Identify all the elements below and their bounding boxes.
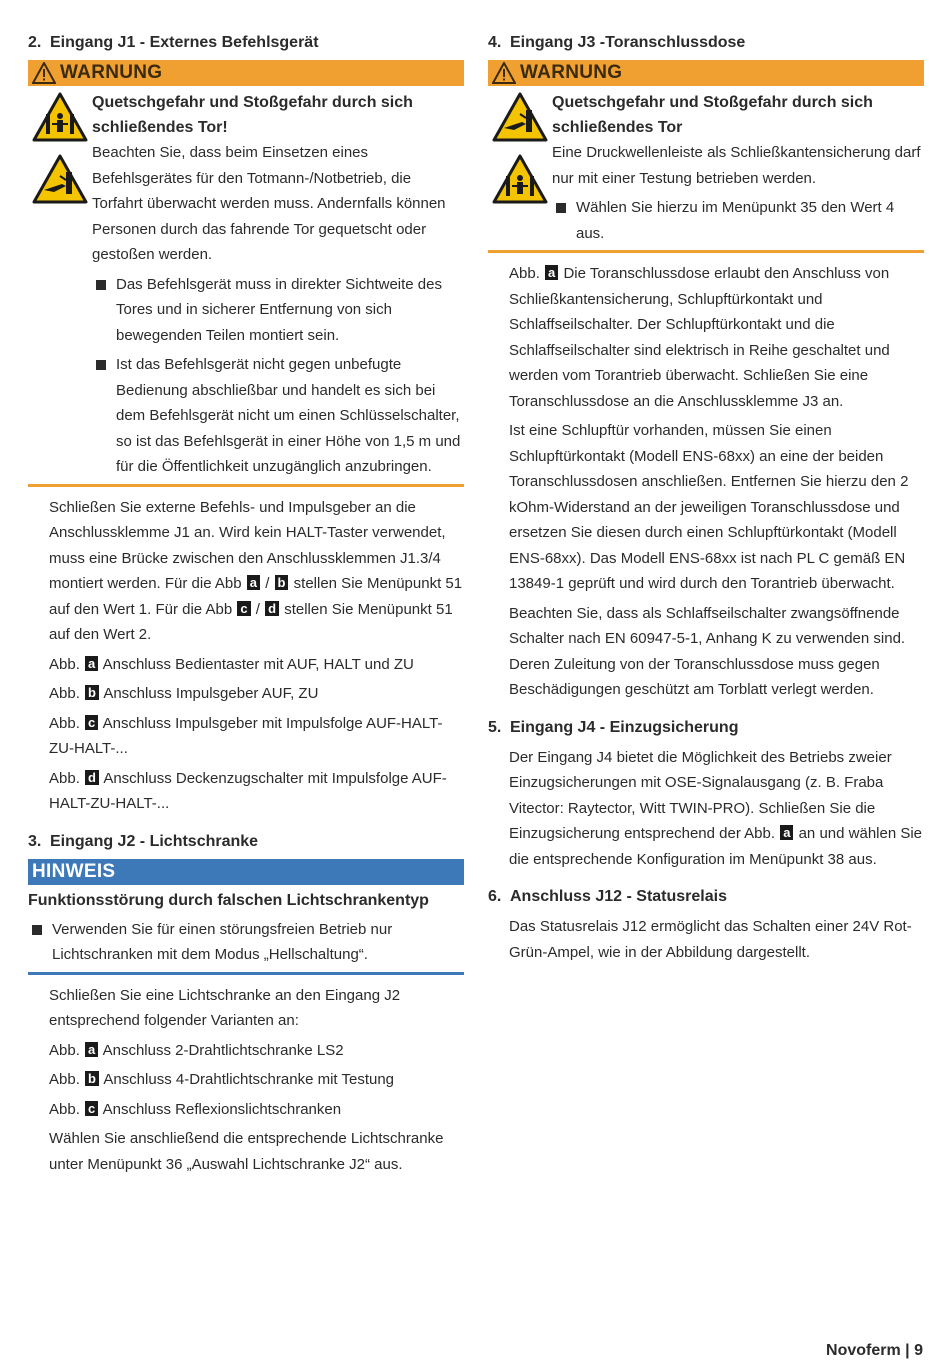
section-heading-j12	[488, 886, 924, 908]
section-title: Eingang J2 - Lichtschranke	[50, 832, 259, 850]
crush-hazard-icon	[492, 154, 548, 204]
warning-bullet-1	[92, 272, 464, 349]
figure-prefix: Abb.	[49, 714, 80, 732]
hazard-icons	[32, 92, 88, 216]
figure-label: a	[85, 1042, 98, 1057]
section-number: 6.	[488, 888, 502, 905]
j12-paragraph: Das Statusrelais J12 ermöglicht das Schalten einer 24V Rot-Grün-Ampel, wie in der Abbildung dargestellt.	[509, 918, 912, 961]
para-text: Die Toranschlussdose erlaubt den Anschluss von Schließkantensicherung, Schlupftürkontakt und Schlaffseilschalter. Der Schlupftürkontakt und die Schlaffseilschalter sind elektrisch in Reihe geschaltet und werden vom Torantrieb überwacht. Schließen Sie eine Toranschlussdose an die Anschlussklemme J3 an.	[509, 265, 890, 410]
j4-paragraph	[509, 745, 924, 873]
figure-label: c	[237, 601, 250, 616]
hand-crush-icon	[32, 154, 88, 204]
figure-label: a	[780, 825, 793, 840]
warning-triangle-icon	[492, 62, 516, 84]
bullet-square-icon	[96, 360, 106, 370]
hint-subtitle: Funktionsstörung durch falschen Lichtschrankentyp	[28, 891, 429, 909]
left-column	[28, 30, 464, 1181]
section-heading-j1	[28, 32, 464, 54]
figure-prefix: Abb.	[49, 769, 80, 787]
warning-bullet	[552, 195, 924, 246]
hint-bullet	[28, 917, 464, 968]
figure-label: b	[275, 575, 289, 590]
figure-prefix: Abb.	[49, 1041, 80, 1059]
crush-hazard-icon	[32, 92, 88, 142]
para-text: an und wählen Sie die entsprechende Konfiguration im Menüpunkt 38 aus.	[509, 825, 923, 868]
figure-prefix: Abb.	[49, 685, 80, 702]
bullet-text: Verwenden Sie für einen störungsfreien Betrieb nur Lichtschranken mit dem Modus „Hellschaltung“.	[52, 920, 393, 963]
figure-label: a	[247, 575, 260, 590]
figure-ref	[49, 652, 464, 678]
warning-box-j1	[28, 60, 464, 487]
footer-separator: |	[905, 1342, 910, 1359]
section-title: Eingang J3 -Toranschlussdose	[510, 34, 746, 51]
warning-bar	[28, 60, 464, 86]
bullet-text: Ist das Befehlsgerät nicht gegen unbefugte Bedienung abschließbar und handelt es sich bei dem Befehlsgerät nicht um einen Schlüsselschalter, so ist das Befehlsgerät in einer Höhe von 1,5 m und für die Öffentlichkeit unzugänglich anzubringen.	[116, 356, 461, 475]
bullet-text: Das Befehlsgerät muss in direkter Sichtweite des Tores und in sicherer Entfernung von sich bewegenden Teilen montiert sein.	[116, 275, 442, 344]
brand-name: Novoferm	[826, 1342, 901, 1359]
figure-text: Anschluss Impulsgeber mit Impulsfolge AUF-HALT-ZU-HALT-...	[49, 714, 443, 757]
figure-prefix: Abb.	[49, 655, 80, 673]
figure-text: Anschluss Reflexionslichtschranken	[102, 1100, 342, 1118]
figure-text: Anschluss Impulsgeber AUF, ZU	[103, 685, 319, 702]
section-heading-j4	[488, 717, 924, 739]
j1-connection-paragraph	[49, 495, 464, 648]
section-title: Eingang J1 - Externes Befehlsgerät	[50, 34, 319, 51]
section-heading-j2	[28, 831, 464, 853]
j3-paragraph-3: Beachten Sie, dass als Schlaffseilschalter zwangsöffnende Schalter nach EN 60947-5-1, Anhang K zu verwenden sind. Deren Zuleitung von der Toranschlussdose muss gegen Beschädigungen geschützt am Torblatt verlegt werden.	[509, 604, 906, 698]
warning-label: WARNUNG	[520, 62, 623, 83]
page-footer	[826, 1342, 923, 1360]
warning-title: Quetschgefahr und Stoßgefahr durch sich schließendes Tor!	[92, 94, 413, 136]
bullet-square-icon	[96, 280, 106, 290]
figure-label: c	[85, 715, 98, 730]
warning-body	[552, 86, 924, 246]
bullet-square-icon	[32, 925, 42, 935]
bullet-square-icon	[556, 203, 566, 213]
figure-label: a	[545, 265, 558, 280]
figure-prefix: Abb.	[49, 1071, 80, 1088]
separator: /	[255, 600, 260, 618]
figure-label: b	[85, 1071, 99, 1086]
hint-bar: HINWEIS	[28, 859, 464, 885]
figure-label: c	[85, 1101, 98, 1116]
j2-closing-paragraph: Wählen Sie anschließend die entsprechende Lichtschranke unter Menüpunkt 36 „Auswahl Lichtschranke J2“ aus.	[49, 1130, 444, 1173]
figure-text: Anschluss Deckenzugschalter mit Impulsfolge AUF-HALT-ZU-HALT-...	[49, 769, 447, 812]
warning-text: Eine Druckwellenleiste als Schließkantensicherung darf nur mit einer Testung betrieben werden.	[552, 144, 921, 187]
warning-title: Quetschgefahr und Stoßgefahr durch sich schließendes Tor	[552, 94, 873, 136]
warning-body	[92, 86, 464, 480]
figure-label: d	[265, 601, 279, 616]
j3-paragraph-2: Ist eine Schlupftür vorhanden, müssen Sie einen Schlupftürkontakt (Modell ENS-68xx) an eine der beiden Toranschlussdosen anschließen. Entfernen Sie hierzu den 2 kOhm-Widerstand an der jeweiligen Toranschlussdose und ersetzen Sie diesen durch einen Schlupftürkontakt (Modell ENS-68xx). Das Modell ENS-68xx ist nach PL C gemäß EN 13849-1 geprüft und wird durch den Torantrieb überwacht.	[509, 422, 909, 592]
para-text: Schließen Sie externe Befehls- und Impulsgeber an die Anschlussklemme J1 an. Wird kein HALT-Taster verwendet, muss eine Brücke zwischen den Anschlussklemmen J1.3/4 montiert werden. Für die Abb	[49, 498, 446, 592]
para-text: Der Eingang J4 bietet die Möglichkeit des Betriebs zweier Einzugsicherungen mit OSE-Signalausgang (z. B. Fraba Vitector: Raytector, Witt TWIN-PRO). Schließen Sie die Einzugsicherung entsprechend der Abb.	[509, 748, 892, 842]
hint-box-j2	[28, 859, 464, 975]
para-text: stellen Sie Menüpunkt 51 auf den Wert 1. Für die Abb	[49, 575, 463, 618]
separator: /	[265, 575, 270, 592]
section-title: Eingang J4 - Einzugsicherung	[510, 718, 739, 736]
warning-triangle-icon	[32, 62, 56, 84]
figure-text: Anschluss 2-Drahtlichtschranke LS2	[102, 1041, 344, 1059]
section-number: 2.	[28, 34, 42, 51]
page-number: 9	[914, 1342, 923, 1359]
section-heading-j3	[488, 32, 924, 54]
section-number: 4.	[488, 34, 502, 51]
section-number: 5.	[488, 718, 502, 736]
hazard-icons	[492, 92, 548, 216]
section-title: Anschluss J12 - Statusrelais	[510, 888, 727, 905]
figure-label: a	[85, 656, 98, 671]
figure-label: b	[85, 685, 99, 700]
warning-bar	[488, 60, 924, 86]
figure-label: d	[85, 770, 99, 785]
figure-text: Anschluss Bedientaster mit AUF, HALT und ZU	[102, 655, 414, 673]
bullet-text: Wählen Sie hierzu im Menüpunkt 35 den Wert 4 aus.	[576, 199, 895, 242]
warning-box-j3	[488, 60, 924, 253]
figure-ref	[49, 766, 464, 817]
figure-ref	[49, 1038, 464, 1064]
warning-text: Beachten Sie, dass beim Einsetzen eines Befehlsgerätes für den Totmann-/Notbetrieb, die Torfahrt überwacht werden muss. Andernfalls können Personen durch das fahrende Tor gequetscht oder gestoßen werden.	[92, 144, 446, 263]
figure-text: Anschluss 4-Drahtlichtschranke mit Testung	[103, 1071, 395, 1088]
figure-prefix: Abb.	[509, 265, 540, 282]
j2-paragraph: Schließen Sie eine Lichtschranke an den Eingang J2 entsprechend folgender Varianten an:	[49, 986, 401, 1029]
figure-ref	[49, 1097, 464, 1123]
figure-ref	[49, 711, 464, 762]
figure-prefix: Abb.	[49, 1100, 80, 1118]
para-text: stellen Sie Menüpunkt 51 auf den Wert 2.	[49, 600, 453, 643]
section-number: 3.	[28, 832, 42, 850]
warning-label: WARNUNG	[60, 62, 163, 83]
figure-ref	[49, 681, 464, 707]
warning-bullet-2	[92, 352, 464, 480]
figure-ref	[49, 1067, 464, 1093]
j3-paragraph-1	[509, 261, 924, 414]
hand-crush-icon	[492, 92, 548, 142]
right-column	[488, 30, 924, 969]
